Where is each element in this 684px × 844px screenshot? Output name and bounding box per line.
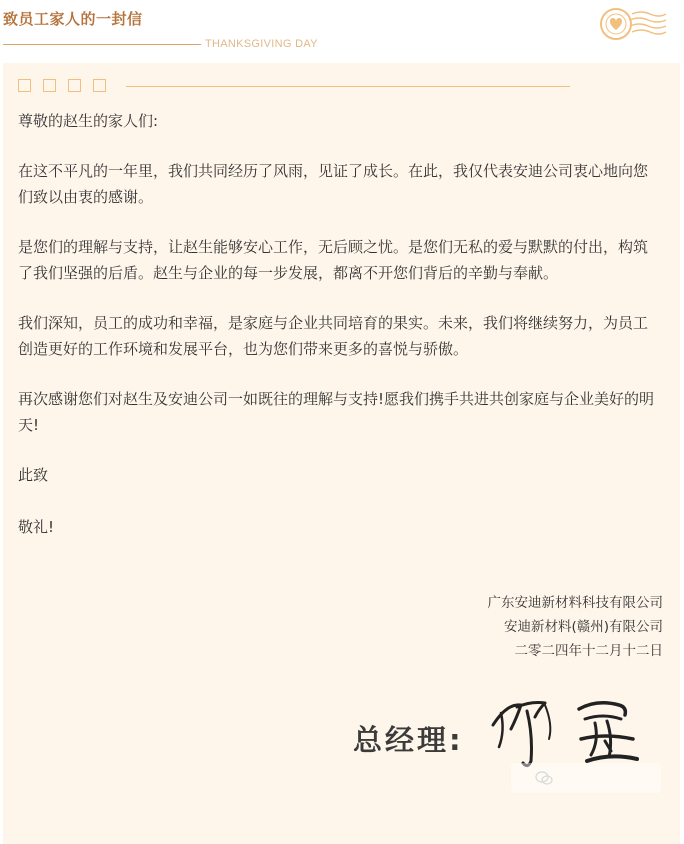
page-subtitle: THANKSGIVING DAY — [205, 38, 318, 50]
square-outline-icon — [93, 79, 106, 92]
decorative-header — [18, 79, 578, 95]
closing-line: 敬礼! — [18, 518, 55, 536]
header — [0, 0, 684, 60]
letter-date: 二零二四年十二月十二日 — [514, 643, 663, 659]
letter-paragraph: 再次感谢您们对赵生及安迪公司一如既往的理解与支持!愿我们携手共进共创家庭与企业美好的明天! — [18, 390, 655, 434]
square-outline-icon — [68, 79, 81, 92]
postmark-heart-icon — [596, 4, 668, 44]
company-name: 广东安迪新材料科技有限公司 — [487, 595, 663, 611]
letter-paragraph: 在这不平凡的一年里，我们共同经历了风雨，见证了成长。在此，我仅代表安迪公司衷心地向您们致以由衷的感谢。 — [18, 162, 649, 206]
square-outline-icon — [43, 79, 56, 92]
square-outline-icon — [18, 79, 31, 92]
letter-body — [18, 108, 658, 564]
wechat-icon — [535, 771, 553, 785]
general-manager-label: 总经理: — [353, 723, 464, 757]
page-title: 致员工家人的一封信 — [3, 10, 143, 28]
letter-card — [3, 63, 680, 844]
title-divider — [3, 44, 201, 45]
sender-block — [488, 591, 664, 663]
greeting: 尊敬的赵生的家人们: — [18, 112, 159, 130]
letter-paragraph: 我们深知，员工的成功和幸福，是家庭与企业共同培育的果实。未来，我们将继续努力，为员工创造更好的工作环境和发展平台，也为您们带来更多的喜悦与骄傲。 — [18, 314, 649, 358]
letter-paragraph: 是您们的理解与支持，让赵生能够安心工作，无后顾之忧。是您们无私的爱与默默的付出，构筑了我们坚强的后盾。赵生与企业的每一步发展，都离不开您们背后的辛勤与奉献。 — [18, 238, 649, 282]
watermark — [511, 763, 661, 793]
decorative-divider — [126, 86, 570, 87]
company-name: 安迪新材料(赣州)有限公司 — [503, 619, 663, 635]
closing-line: 此致 — [18, 466, 49, 484]
